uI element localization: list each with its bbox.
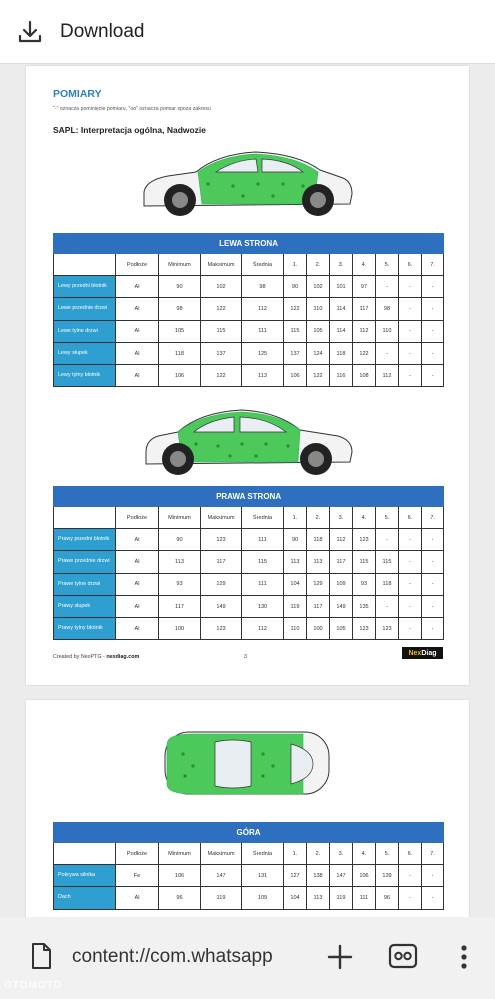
header-cell: Średnia <box>242 254 284 276</box>
table-cell: 111 <box>242 573 284 595</box>
table-cell: 113 <box>307 551 330 573</box>
table-cell: - <box>376 529 399 551</box>
table-row <box>54 887 444 909</box>
header-cell <box>54 507 116 529</box>
row-label: Lewy przedni błotnik <box>54 276 116 298</box>
header-cell: 5. <box>376 254 399 276</box>
header-cell: 2. <box>307 254 330 276</box>
header-cell: Minimum <box>159 254 201 276</box>
table-cell: 135 <box>353 595 376 617</box>
table-cell: - <box>376 595 399 617</box>
car-top-view-image <box>163 724 333 804</box>
table-cell: - <box>422 365 444 387</box>
table-caption: LEWA STRONA <box>54 234 444 254</box>
table-cell: 129 <box>201 573 242 595</box>
row-label: Prawe tylne drzwi <box>54 573 116 595</box>
header-cell: 4. <box>353 843 376 865</box>
table-cell: 100 <box>307 618 330 640</box>
table-cell: - <box>399 618 422 640</box>
table-cell: 117 <box>307 595 330 617</box>
file-icon[interactable] <box>30 942 52 975</box>
table-cell: 112 <box>242 618 284 640</box>
page-title: POMIARY <box>53 88 102 100</box>
header-cell: 6. <box>399 843 422 865</box>
footer-credit <box>53 654 139 660</box>
table-cell: 113 <box>284 551 307 573</box>
table-cell: 118 <box>376 573 399 595</box>
header-cell <box>54 254 116 276</box>
table-cell: 105 <box>307 320 330 342</box>
table-cell: Al <box>116 298 159 320</box>
table-cell: Al <box>116 529 159 551</box>
table-row <box>54 298 444 320</box>
table-cell: 123 <box>201 529 242 551</box>
table-cell: 117 <box>201 551 242 573</box>
table-cell: 105 <box>330 618 353 640</box>
row-label: Prawe przednie drzwi <box>54 551 116 573</box>
document-page-4 <box>26 700 469 930</box>
table-cell: 119 <box>330 887 353 909</box>
table-cell: 93 <box>353 573 376 595</box>
table-cell: 106 <box>159 365 201 387</box>
table-cell: - <box>399 529 422 551</box>
header-cell: 7. <box>422 507 444 529</box>
header-cell <box>54 843 116 865</box>
table-cell: 137 <box>201 342 242 364</box>
table-cell: 112 <box>353 320 376 342</box>
header-cell: 1. <box>284 843 307 865</box>
header-cell: 7. <box>422 254 444 276</box>
table-cell: 139 <box>376 865 399 887</box>
table-cell: 129 <box>307 573 330 595</box>
table-cell: 110 <box>307 298 330 320</box>
table-cell: 93 <box>159 573 201 595</box>
table-cell: 127 <box>284 865 307 887</box>
header-cell: Średnia <box>242 843 284 865</box>
table-cell: - <box>399 573 422 595</box>
table-row <box>54 529 444 551</box>
header-cell: Maksimum <box>201 507 242 529</box>
row-label: Prawy tylny błotnik <box>54 618 116 640</box>
table-cell: Al <box>116 320 159 342</box>
table-row <box>54 865 444 887</box>
table-cell: - <box>399 276 422 298</box>
table-cell: 96 <box>376 887 399 909</box>
table-row <box>54 595 444 617</box>
table-cell: 115 <box>201 320 242 342</box>
row-label: Lewy słupek <box>54 342 116 364</box>
header-cell: Średnia <box>242 507 284 529</box>
table-cell: Fe <box>116 865 159 887</box>
page-number: 3 <box>244 654 247 660</box>
table-cell: 98 <box>242 276 284 298</box>
table-cell: 116 <box>330 365 353 387</box>
table-cell: - <box>422 618 444 640</box>
table-row <box>54 551 444 573</box>
logo-part-b: Diag <box>421 649 437 657</box>
page-subtitle: "-" oznacza pominięcie pomiaru, "oo" oznacza pomiar spoza zakresu <box>53 106 211 112</box>
table-cell: - <box>399 595 422 617</box>
table-cell: - <box>399 298 422 320</box>
header-cell: Podłoże <box>116 843 159 865</box>
table-cell: Al <box>116 276 159 298</box>
table-caption: GÓRA <box>54 823 444 843</box>
table-cell: 111 <box>353 887 376 909</box>
table-cell: 90 <box>159 276 201 298</box>
table-cell: Al <box>116 573 159 595</box>
table-cell: 123 <box>201 618 242 640</box>
table-cell: 147 <box>201 865 242 887</box>
table-cell: 130 <box>242 595 284 617</box>
table-cell: - <box>376 276 399 298</box>
header-cell: Minimum <box>159 843 201 865</box>
table-cell: - <box>422 865 444 887</box>
table-cell: 96 <box>159 887 201 909</box>
row-label: Pokrywa silnika <box>54 865 116 887</box>
table-cell: 113 <box>242 365 284 387</box>
url-field[interactable]: content://com.whatsapp <box>72 946 273 967</box>
table-cell: 122 <box>284 298 307 320</box>
table-cell: 102 <box>201 276 242 298</box>
plus-icon[interactable] <box>327 944 353 975</box>
table-cell: 118 <box>159 342 201 364</box>
table-cell: 138 <box>307 865 330 887</box>
table-cell: 122 <box>201 298 242 320</box>
table-cell: 105 <box>159 320 201 342</box>
table-header-row <box>54 254 444 276</box>
table-cell: 114 <box>330 320 353 342</box>
table-cell: Al <box>116 365 159 387</box>
table-cell: 123 <box>353 618 376 640</box>
header-cell: Maksimum <box>201 843 242 865</box>
table-cell: 115 <box>353 551 376 573</box>
table-cell: 97 <box>353 276 376 298</box>
table-cell: - <box>399 342 422 364</box>
table-cell: 112 <box>376 365 399 387</box>
table-cell: - <box>422 551 444 573</box>
table-cell: 115 <box>284 320 307 342</box>
table-cell: Al <box>116 551 159 573</box>
header-cell: 6. <box>399 507 422 529</box>
table-cell: 115 <box>242 551 284 573</box>
car-right-side-image <box>138 404 358 482</box>
table-cell: - <box>422 887 444 909</box>
table-cell: 124 <box>307 342 330 364</box>
table-cell: - <box>399 887 422 909</box>
otomoto-watermark: OTOMOTO <box>4 980 63 991</box>
right-side-table <box>53 486 444 640</box>
header-cell: 1. <box>284 507 307 529</box>
car-left-side-image <box>138 144 358 226</box>
logo-part-a: Nex <box>408 649 422 657</box>
header-cell: 2. <box>307 843 330 865</box>
table-cell: 119 <box>284 595 307 617</box>
table-cell: 109 <box>242 887 284 909</box>
table-cell: 98 <box>159 298 201 320</box>
table-row <box>54 320 444 342</box>
table-cell: 123 <box>376 618 399 640</box>
table-cell: - <box>422 573 444 595</box>
document-page-3 <box>26 66 469 685</box>
header-cell: 7. <box>422 843 444 865</box>
browser-bottom-bar <box>0 917 495 999</box>
table-cell: 106 <box>159 865 201 887</box>
header-cell: 2. <box>307 507 330 529</box>
table-cell: 100 <box>159 618 201 640</box>
table-row <box>54 573 444 595</box>
download-button-label[interactable]: Download <box>60 20 145 42</box>
footer-site-link[interactable]: nexdiag.com <box>106 654 140 660</box>
header-cell: Minimum <box>159 507 201 529</box>
table-cell: 110 <box>376 320 399 342</box>
table-cell: 117 <box>159 595 201 617</box>
table-cell: 110 <box>284 618 307 640</box>
table-cell: - <box>422 298 444 320</box>
left-side-table <box>53 233 444 387</box>
row-label: Dach <box>54 887 116 909</box>
top-bar <box>0 0 495 64</box>
table-cell: 125 <box>242 342 284 364</box>
header-cell: 5. <box>376 843 399 865</box>
table-cell: 102 <box>307 276 330 298</box>
table-cell: 104 <box>284 887 307 909</box>
top-table <box>53 822 444 910</box>
table-cell: 115 <box>376 551 399 573</box>
row-label: Lewe przednie drzwi <box>54 298 116 320</box>
table-cell: - <box>376 342 399 364</box>
table-cell: 98 <box>376 298 399 320</box>
header-cell: 6. <box>399 254 422 276</box>
header-cell: 3. <box>330 843 353 865</box>
table-cell: - <box>399 365 422 387</box>
more-menu-icon[interactable] <box>460 944 468 975</box>
table-header-row <box>54 843 444 865</box>
row-label: Lewe tylne drzwi <box>54 320 116 342</box>
table-cell: 117 <box>330 551 353 573</box>
table-cell: 90 <box>284 529 307 551</box>
table-cell: - <box>422 320 444 342</box>
table-cell: 137 <box>284 342 307 364</box>
table-cell: - <box>422 342 444 364</box>
nexdiag-logo <box>402 647 443 659</box>
table-cell: - <box>399 865 422 887</box>
table-cell: 114 <box>330 298 353 320</box>
table-cell: 101 <box>330 276 353 298</box>
footer-created-by: Created by NexPTG - <box>53 654 107 660</box>
table-cell: 122 <box>307 365 330 387</box>
table-cell: 90 <box>159 529 201 551</box>
table-cell: - <box>399 320 422 342</box>
row-label: Prawy słupek <box>54 595 116 617</box>
incognito-tabs-icon[interactable] <box>388 943 418 974</box>
table-cell: 112 <box>330 529 353 551</box>
table-cell: 118 <box>330 342 353 364</box>
table-cell: 113 <box>307 887 330 909</box>
table-row <box>54 276 444 298</box>
table-cell: 147 <box>330 865 353 887</box>
header-cell: 5. <box>376 507 399 529</box>
table-cell: 122 <box>353 342 376 364</box>
header-cell: Maksimum <box>201 254 242 276</box>
table-cell: 109 <box>330 573 353 595</box>
header-cell: 3. <box>330 254 353 276</box>
header-cell: Podłoże <box>116 507 159 529</box>
table-cell: Al <box>116 618 159 640</box>
table-cell: 149 <box>201 595 242 617</box>
section-title: SAPL: Interpretacja ogólna, Nadwozie <box>53 125 207 135</box>
table-cell: 112 <box>242 298 284 320</box>
table-cell: 106 <box>284 365 307 387</box>
table-cell: 119 <box>201 887 242 909</box>
table-cell: - <box>422 595 444 617</box>
table-cell: 108 <box>353 365 376 387</box>
header-cell: Podłoże <box>116 254 159 276</box>
table-caption: PRAWA STRONA <box>54 487 444 507</box>
table-cell: 111 <box>242 320 284 342</box>
table-cell: 123 <box>353 529 376 551</box>
table-cell: 122 <box>201 365 242 387</box>
table-cell: 118 <box>307 529 330 551</box>
table-cell: - <box>399 551 422 573</box>
table-cell: 90 <box>284 276 307 298</box>
table-cell: 149 <box>330 595 353 617</box>
row-label: Lewy tylny błotnik <box>54 365 116 387</box>
header-cell: 3. <box>330 507 353 529</box>
table-cell: 131 <box>242 865 284 887</box>
row-label: Prawy przedni błotnik <box>54 529 116 551</box>
table-cell: 104 <box>284 573 307 595</box>
table-cell: 111 <box>242 529 284 551</box>
header-cell: 4. <box>353 254 376 276</box>
table-cell: 113 <box>159 551 201 573</box>
header-cell: 1. <box>284 254 307 276</box>
table-cell: 117 <box>353 298 376 320</box>
table-row <box>54 365 444 387</box>
download-icon[interactable] <box>0 0 60 64</box>
table-header-row <box>54 507 444 529</box>
table-cell: Al <box>116 595 159 617</box>
table-cell: - <box>422 529 444 551</box>
header-cell: 4. <box>353 507 376 529</box>
table-row <box>54 342 444 364</box>
table-cell: - <box>422 276 444 298</box>
table-cell: Al <box>116 887 159 909</box>
table-cell: 106 <box>353 865 376 887</box>
table-row <box>54 618 444 640</box>
table-cell: Al <box>116 342 159 364</box>
